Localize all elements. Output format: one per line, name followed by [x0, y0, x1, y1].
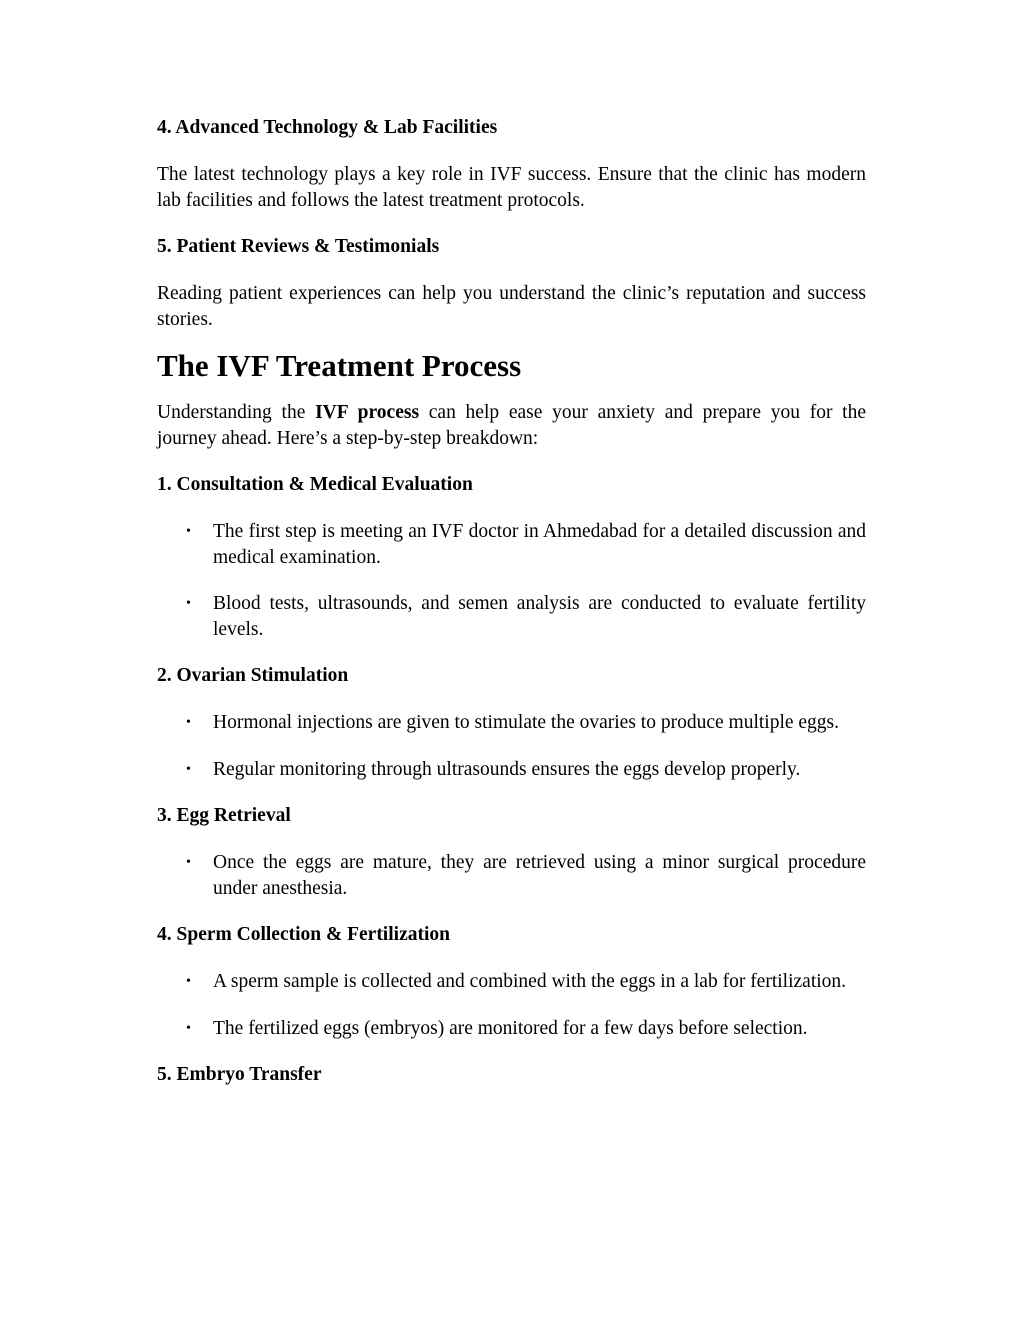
- list-item: [157, 1016, 866, 1042]
- intro-text-bold: IVF process: [315, 402, 420, 423]
- section-patient-reviews: [157, 234, 866, 332]
- list-item-text: The fertilized eggs (embryos) are monitored for a few days before selection.: [213, 1017, 808, 1039]
- list-item-text: Regular monitoring through ultrasounds ensures the eggs develop properly.: [213, 758, 801, 780]
- list-item: [157, 969, 866, 995]
- bullet-list: [157, 519, 866, 642]
- step-consultation: [157, 472, 866, 642]
- bullet-icon: •: [186, 524, 191, 539]
- bullet-icon: •: [186, 855, 191, 870]
- step-ovarian-stimulation: [157, 663, 866, 782]
- list-item-text: Hormonal injections are given to stimulate the ovaries to produce multiple eggs.: [213, 712, 840, 733]
- bullet-list: [157, 850, 866, 901]
- bullet-icon: •: [186, 1020, 191, 1036]
- list-item: [157, 519, 866, 570]
- bullet-list: [157, 969, 866, 1041]
- step-heading: 2. Ovarian Stimulation: [157, 665, 349, 686]
- bullet-icon: •: [186, 974, 191, 989]
- step-heading: 1. Consultation & Medical Evaluation: [157, 474, 473, 495]
- bullet-icon: •: [186, 596, 191, 611]
- step-heading: 3. Egg Retrieval: [157, 805, 291, 826]
- step-heading: 4. Sperm Collection & Fertilization: [157, 924, 450, 945]
- bullet-list: [157, 710, 866, 782]
- bullet-icon: •: [186, 761, 191, 777]
- page-title: The IVF Treatment Process: [157, 348, 522, 383]
- bullet-icon: •: [186, 715, 191, 730]
- step-embryo-transfer: [157, 1062, 866, 1088]
- list-item-text: A sperm sample is collected and combined with the eggs in a lab for fertilization.: [213, 971, 847, 992]
- step-egg-retrieval: [157, 803, 866, 901]
- section-heading: 4. Advanced Technology & Lab Facilities: [157, 117, 498, 138]
- intro-paragraph: [157, 400, 866, 451]
- list-item-text: Blood tests, ultrasounds, and semen analysis are conducted to evaluate fertility levels.: [213, 593, 866, 640]
- intro-text-end: can help ease your anxiety and prepare you for the journey ahead. Here’s a step-by-step breakdown:: [157, 402, 866, 449]
- list-item: [157, 850, 866, 901]
- list-item: [157, 757, 866, 783]
- step-sperm-collection: [157, 922, 866, 1041]
- list-item: [157, 710, 866, 736]
- section-lab-facilities: [157, 115, 866, 213]
- document-page: [157, 113, 866, 1088]
- list-item-text: The first step is meeting an IVF doctor in Ahmedabad for a detailed discussion and medical examination.: [213, 521, 866, 568]
- section-heading: 5. Patient Reviews & Testimonials: [157, 236, 440, 257]
- section-paragraph: The latest technology plays a key role in IVF success. Ensure that the clinic has modern lab facilities and follows the latest treatment protocols.: [157, 164, 866, 211]
- step-heading: 5. Embryo Transfer: [157, 1064, 322, 1085]
- list-item: [157, 591, 866, 642]
- section-paragraph: Reading patient experiences can help you understand the clinic’s reputation and success stories.: [157, 283, 866, 330]
- intro-text-start: Understanding the: [157, 402, 316, 423]
- list-item-text: Once the eggs are mature, they are retrieved using a minor surgical procedure under anesthesia.: [213, 852, 866, 899]
